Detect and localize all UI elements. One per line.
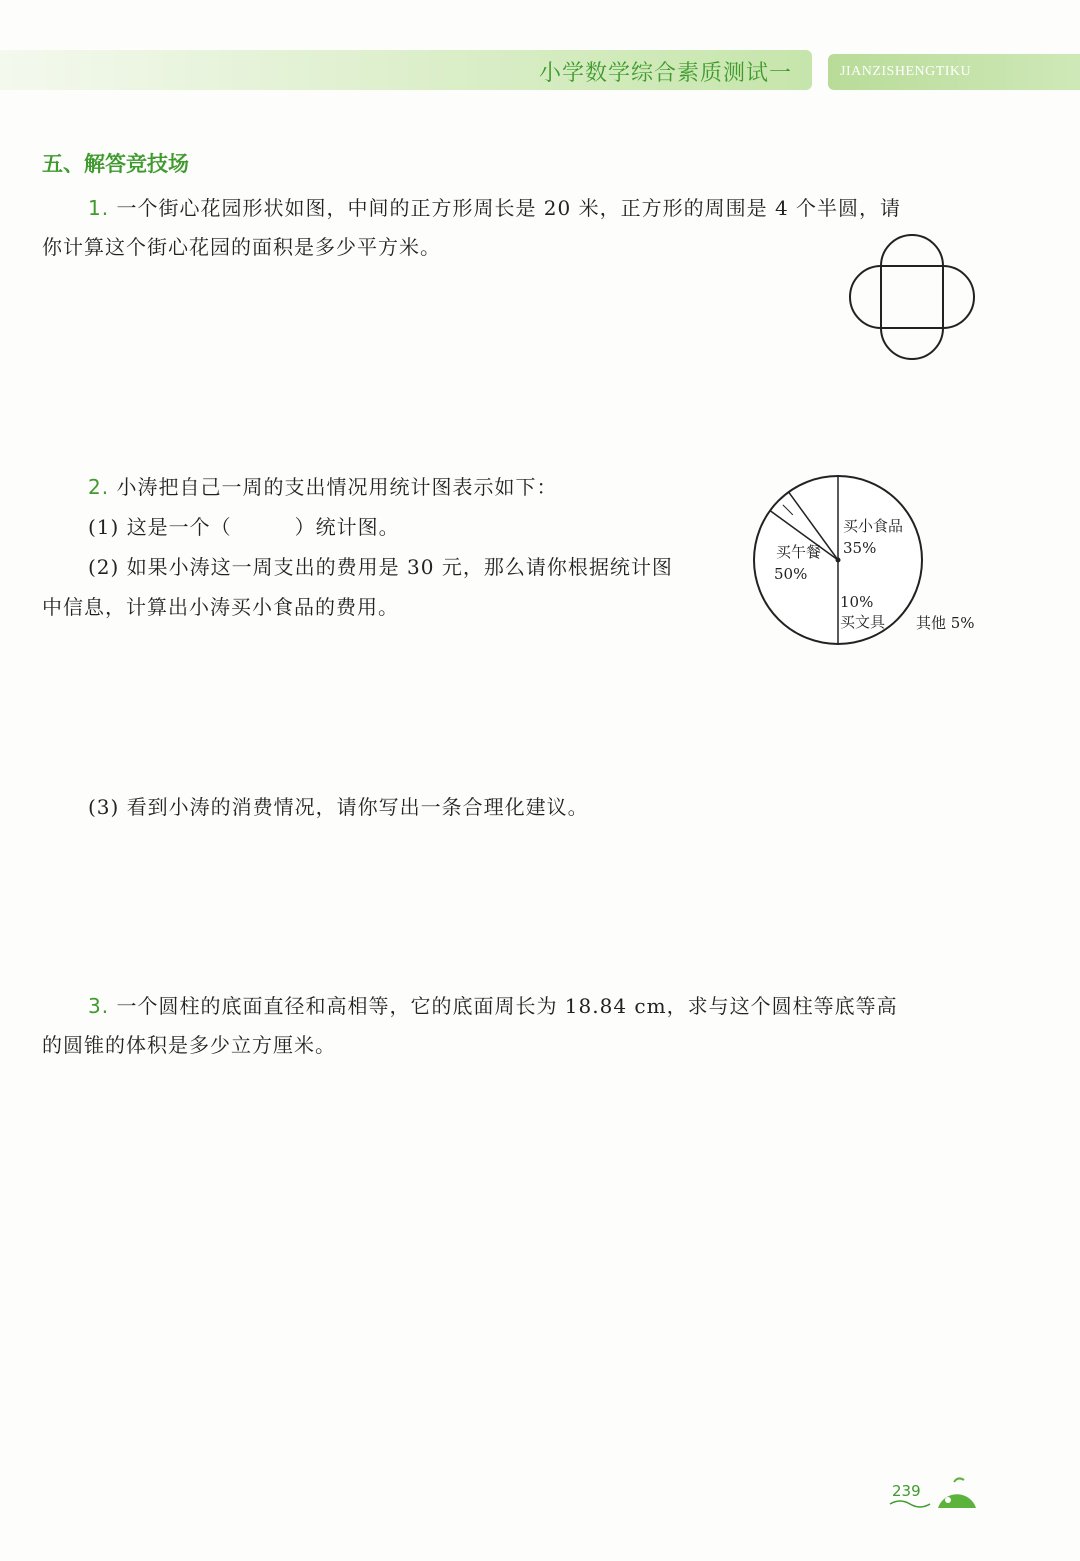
q2-part-2-line-1: (2) 如果小涛这一周支出的费用是 30 元，那么请你根据统计图 [88, 555, 673, 579]
pie-label-snacks: 买小食品 [843, 517, 904, 535]
garden-semicircle-left [850, 266, 881, 328]
header-tag-text: JIANZISHENGTIKU [840, 64, 972, 79]
mascot-eye [945, 1497, 951, 1503]
pie-value-lunch: 50% [774, 565, 808, 583]
garden-figure [846, 232, 982, 362]
header-tag [828, 54, 1080, 90]
garden-semicircle-top [881, 235, 943, 266]
q2-intro-text: 小涛把自己一周的支出情况用统计图表示如下： [116, 475, 558, 499]
mascot-body [938, 1494, 976, 1508]
q3-line-2: 的圆锥的体积是多少立方厘米。 [42, 1033, 336, 1057]
q3-line-1 [88, 990, 898, 1019]
pie-value-stationery: 10% [840, 593, 874, 611]
pie-label-other: 其他 5% [916, 614, 975, 632]
expense-pie-chart [740, 468, 990, 658]
pie-center [836, 558, 841, 563]
q1-text-1: 一个街心花园形状如图，中间的正方形周长是 20 米，正方形的周围是 4 个半圆，请 [116, 196, 902, 220]
mascot-sprout [954, 1478, 964, 1482]
garden-square [881, 266, 943, 328]
pie-label-lunch: 买午餐 [776, 543, 822, 561]
q3-text-1: 一个圆柱的底面直径和高相等，它的底面周长为 18.84 cm，求与这个圆柱等底等高 [116, 994, 898, 1018]
q2-part-1: (1) 这是一个（ ）统计图。 [88, 515, 400, 539]
section-title: 五、解答竞技场 [42, 152, 189, 176]
q2-part-3: (3) 看到小涛的消费情况，请你写出一条合理化建议。 [88, 795, 589, 819]
header-band [0, 50, 812, 90]
q1-line-2: 你计算这个街心花园的面积是多少平方米。 [42, 235, 441, 259]
wave-line [890, 1501, 930, 1507]
header-title: 小学数学综合素质测试一 [538, 61, 792, 86]
pie-value-snacks: 35% [843, 539, 877, 557]
page-number: 239 [892, 1482, 921, 1500]
q1-line-1 [88, 192, 901, 221]
q3-number: 3. [88, 994, 110, 1018]
q2-number: 2. [88, 475, 110, 499]
q2-part-2-line-2: 中信息，计算出小涛买小食品的费用。 [42, 595, 399, 619]
pie-label-stationery: 买文具 [840, 613, 886, 631]
garden-semicircle-right [943, 266, 974, 328]
garden-semicircle-bottom [881, 328, 943, 359]
q2-line-intro [88, 471, 557, 500]
q1-number: 1. [88, 196, 110, 220]
